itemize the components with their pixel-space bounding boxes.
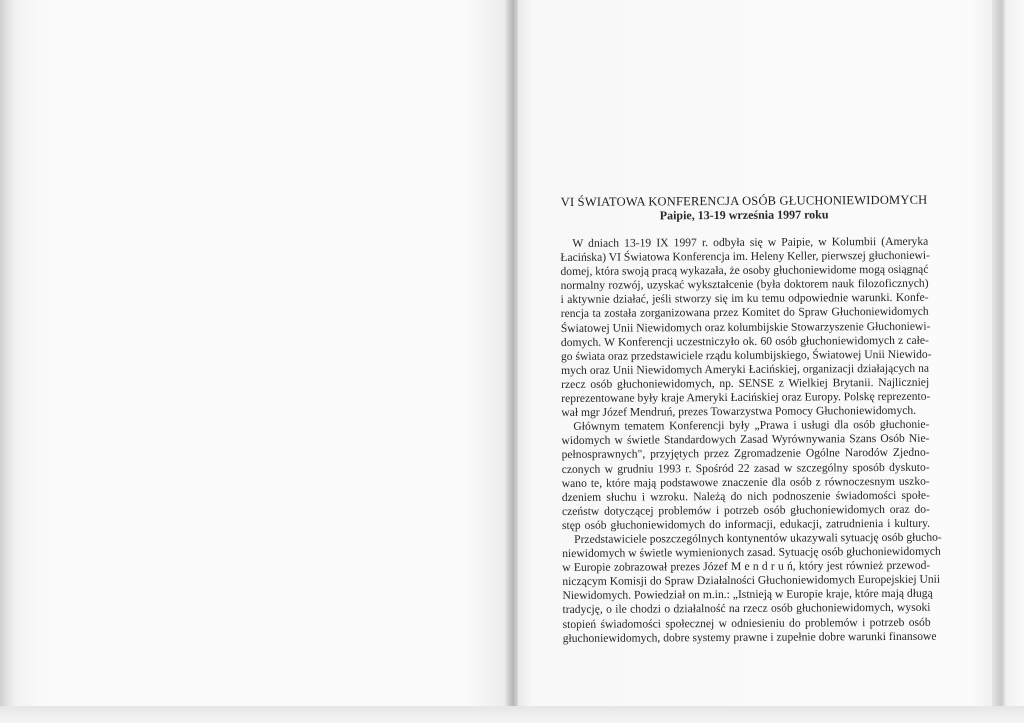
body-line: niczącym Komisji do Spraw Działalności Głuchoniewidomych Europejskiej Unii (562, 572, 941, 589)
body-line: Głównym tematem Konferencji były „Prawa i usługi dla osób głuchonie- (573, 417, 930, 434)
body-line: i aktywnie działać, jeśli stworzy się im ku temu odpowiednie warunki. Konfe- (560, 291, 929, 307)
body-line: pełnosprawnych", przyjętych przez Zgromadzenie Ogólne Narodów Zjedno- (561, 446, 930, 462)
scan-bottom-edge (0, 706, 1024, 723)
body-line: czonych w grudniu 1993 r. Spośród 22 zasad w szczególny sposób dyskuto- (561, 460, 930, 476)
body-line: go świata oraz przedstawiciele rządu kolumbijskiego, Światowej Unii Niewido- (560, 347, 932, 363)
body-line: Światowej Unii Niewidomych oraz kolumbijskie Stowarzyszenie Głuchoniewi- (560, 319, 931, 335)
body-line: reprezentowane były kraje Ameryki Łacińskiej oraz Europy. Polskę reprezento- (561, 389, 931, 406)
body-line: rzecz osób głuchoniewidomych, np. SENSE z Wielkiej Brytanii. Najliczniej (561, 375, 930, 391)
body-line: domych. W Konferencji uczestniczyło ok. 60 osób głuchoniewidomych z całe- (560, 333, 929, 349)
left-page-blank (14, 0, 514, 712)
body-line: stęp osób głuchoniewidomych do informacji, edukacji, zatrudnienia i kultury. (561, 516, 931, 532)
body-line: W dniach 13-19 IX 1997 r. odbyła się w Paipie, w Kolumbii (Ameryka (572, 234, 929, 250)
body-line: w Europie zobrazował prezes Józef M e n d r u ń, który jest również przewod- (562, 558, 931, 575)
body-line: domej, która swoją pracą wykazała, że osoby głuchoniewidome mogą osiągnąć (560, 262, 929, 279)
body-line: wał mgr Józef Mendruń, prezes Towarzystwa Pomocy Głuchoniewidomych. (561, 403, 917, 420)
body-line: Przedstawiciele poszczególnych kontynentów ukazywali sytuację osób głucho- (574, 530, 942, 546)
body-line: widomych w świetle Standardowych Zasad Wyrównywania Szans Osób Nie- (561, 432, 930, 448)
page-edge (992, 0, 1024, 723)
body-line: dzeniem słuchu i wzroku. Należą do nich podnoszenie świadomości społe- (561, 488, 930, 504)
article (560, 192, 942, 646)
body-line: mych oraz Unii Niewidomych Ameryki Łacińskiej, organizacji działających na (561, 361, 930, 377)
body-line: tradycję, o ile chodzi o działalność na rzecz osób głuchoniewidomych, wysoki (562, 601, 931, 617)
article-title: VI ŚWIATOWA KONFERENCJA OSÓB GŁUCHONIEWIDOMYCH (560, 192, 928, 209)
body-line: głuchoniewidomych, dobre systemy prawne i zupełnie dobre warunki finansowe (562, 629, 937, 645)
body-line: Niewidomych. Powiedział on m.in.: „Istnieją w Europie kraje, które mają długą (562, 587, 933, 603)
body-line: Łacińska) VI Światowa Konferencja im. Heleny Keller, pierwszej głuchoniewi- (560, 248, 930, 265)
body-line: niewidomych w świetle wymienionych zasad. Sytuację osób głuchoniewidomych (562, 544, 941, 561)
body-line: stopień świadomości społecznej w odniesieniu do problemów i potrzeb osób (562, 615, 931, 631)
article-subtitle: Paipie, 13-19 września 1997 roku (659, 207, 829, 223)
body-line: rencja ta została zorganizowana przez Komitet do Spraw Głuchoniewidomych (560, 305, 929, 321)
body-line: czeństw dotyczącej problemów i potrzeb osób głuchoniewidomych oraz do- (561, 502, 930, 518)
body-line: normalny rozwój, uzyskać wykształcenie (była doktorem nauk filozoficznych) (560, 277, 929, 293)
body-line: wano te, które mają podstawowe znaczenie dla osób z równoczesnym uszko- (561, 474, 930, 490)
article-body (560, 234, 942, 646)
